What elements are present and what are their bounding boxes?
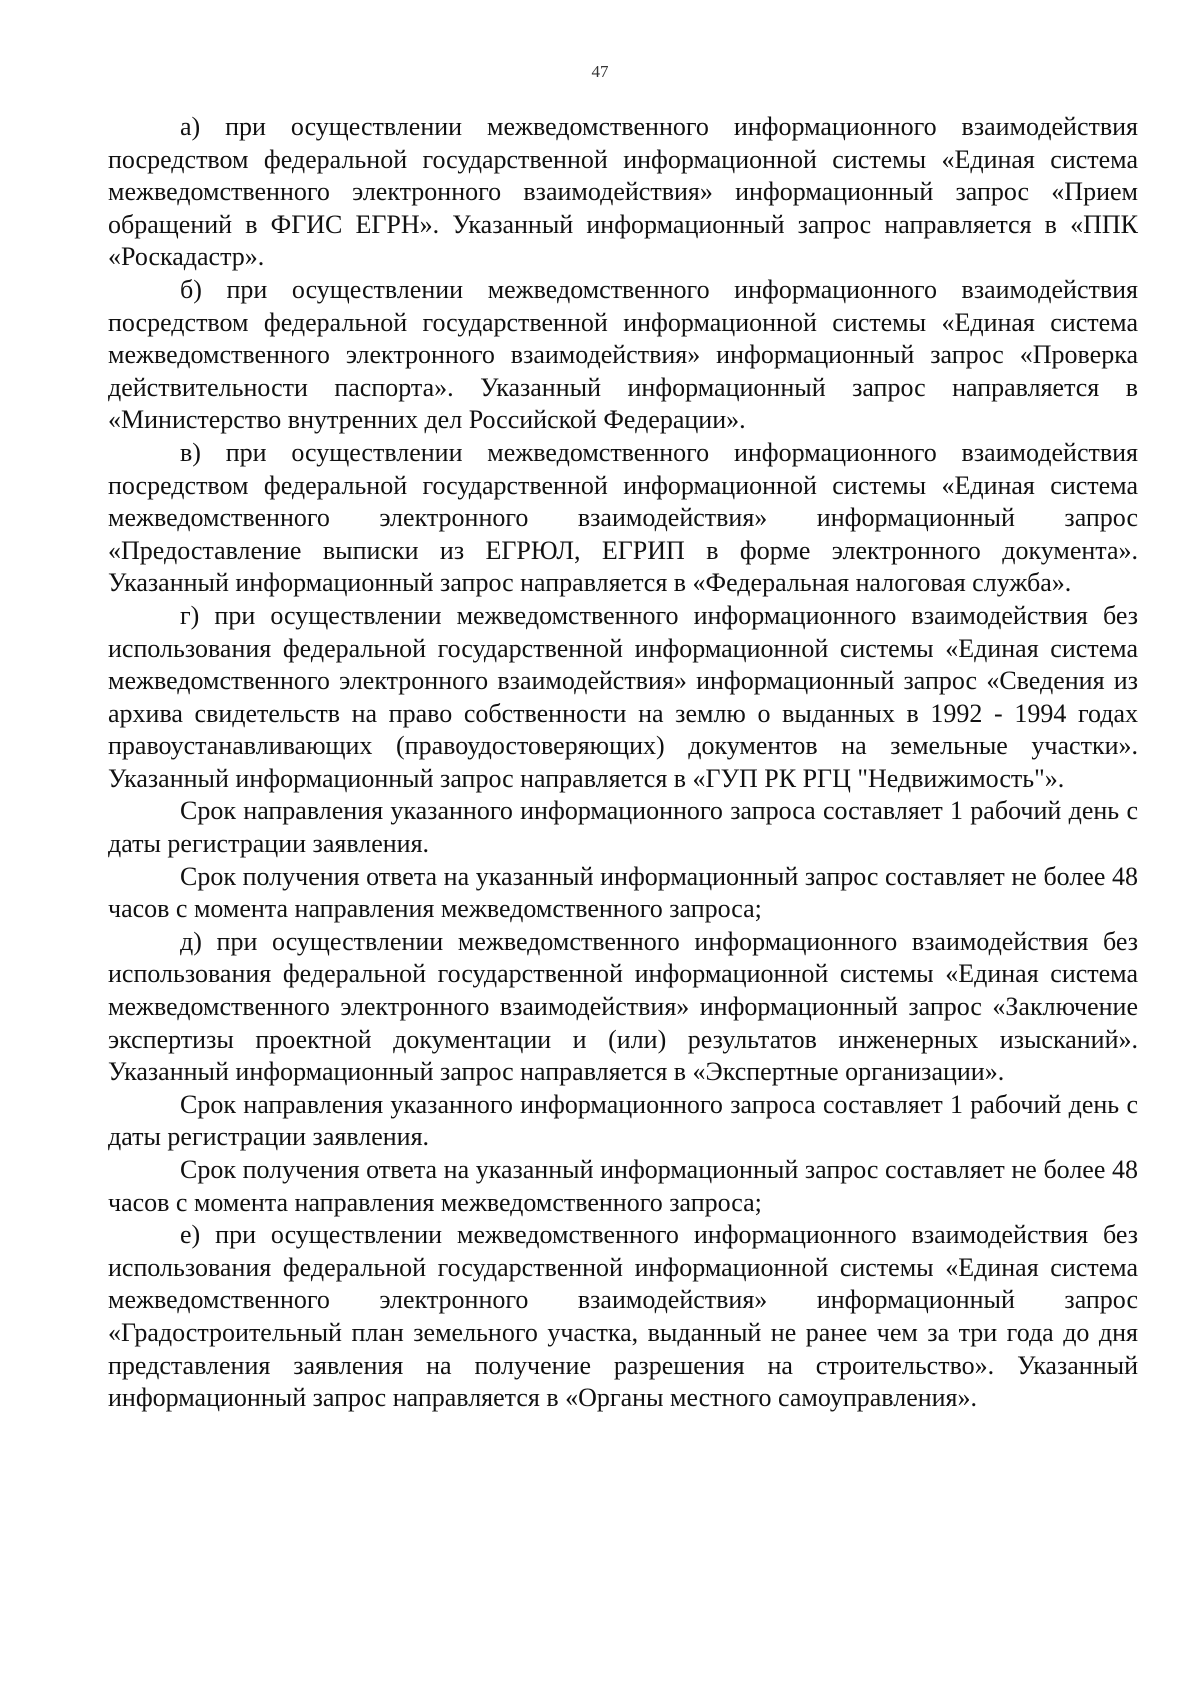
paragraph-deadline-response-2: Срок получения ответа на указанный информационный запрос составляет не более 48 часов с момента направления межведомственного запроса; — [108, 1155, 1138, 1217]
page-number: 47 — [591, 62, 609, 81]
paragraph-a: а) при осуществлении межведомственного информационного взаимодействия посредством федеральной государственной информационной системы «Единая система межведомственного электронного взаимодействия» информационный запрос «Прием обращений в ФГИС ЕГРН». Указанный информационный запрос направляется в «ППК «Роскадастр». — [108, 112, 1138, 272]
paragraph-v: в) при осуществлении межведомственного информационного взаимодействия посредством федеральной государственной информационной системы «Единая система межведомственного электронного взаимодействия» информационный запрос «Предоставление выписки из ЕГРЮЛ, ЕГРИП в форме электронного документа». Указанный информационный запрос направляется в «Федеральная налоговая служба». — [108, 437, 1138, 598]
paragraph-deadline-send-1: Срок направления указанного информационного запроса составляет 1 рабочий день с даты регистрации заявления. — [108, 796, 1138, 859]
paragraph-d: д) при осуществлении межведомственного информационного взаимодействия без использования федеральной государственной информационной системы «Единая система межведомственного электронного взаимодействия» информационный запрос «Заключение экспертизы проектной документации и (или) результатов инженерных изысканий». Указанный информационный запрос направляется в «Экспертные организации». — [108, 926, 1138, 1087]
paragraph-e: е) при осуществлении межведомственного информационного взаимодействия без использования федеральной государственной информационной системы «Единая система межведомственного электронного взаимодействия» информационный запрос «Градостроительный план земельного участка, выданный не ранее чем за три года до дня представления заявления на получение разрешения на строительство». Указанный информационный запрос направляется в «Органы местного самоуправления». — [108, 1220, 1138, 1413]
document-body — [108, 111, 1138, 1415]
paragraph-g: г) при осуществлении межведомственного информационного взаимодействия без использования федеральной государственной информационной системы «Единая система межведомственного электронного взаимодействия» информационный запрос «Сведения из архива свидетельств на право собственности на землю о выданных в 1992 - 1994 годах правоустанавливающих (правоудостоверяющих) документов на земельные участки». Указанный информационный запрос направляется в «ГУП РК РГЦ "Недвижимость"». — [108, 600, 1138, 793]
paragraph-deadline-send-2: Срок направления указанного информационного запроса составляет 1 рабочий день с даты регистрации заявления. — [108, 1089, 1138, 1152]
paragraph-b: б) при осуществлении межведомственного информационного взаимодействия посредством федеральной государственной информационной системы «Единая система межведомственного электронного взаимодействия» информационный запрос «Проверка действительности паспорта». Указанный информационный запрос направляется в «Министерство внутренних дел Российской Федерации». — [108, 274, 1138, 435]
paragraph-deadline-response-1: Срок получения ответа на указанный информационный запрос составляет не более 48 часов с момента направления межведомственного запроса; — [108, 861, 1138, 924]
